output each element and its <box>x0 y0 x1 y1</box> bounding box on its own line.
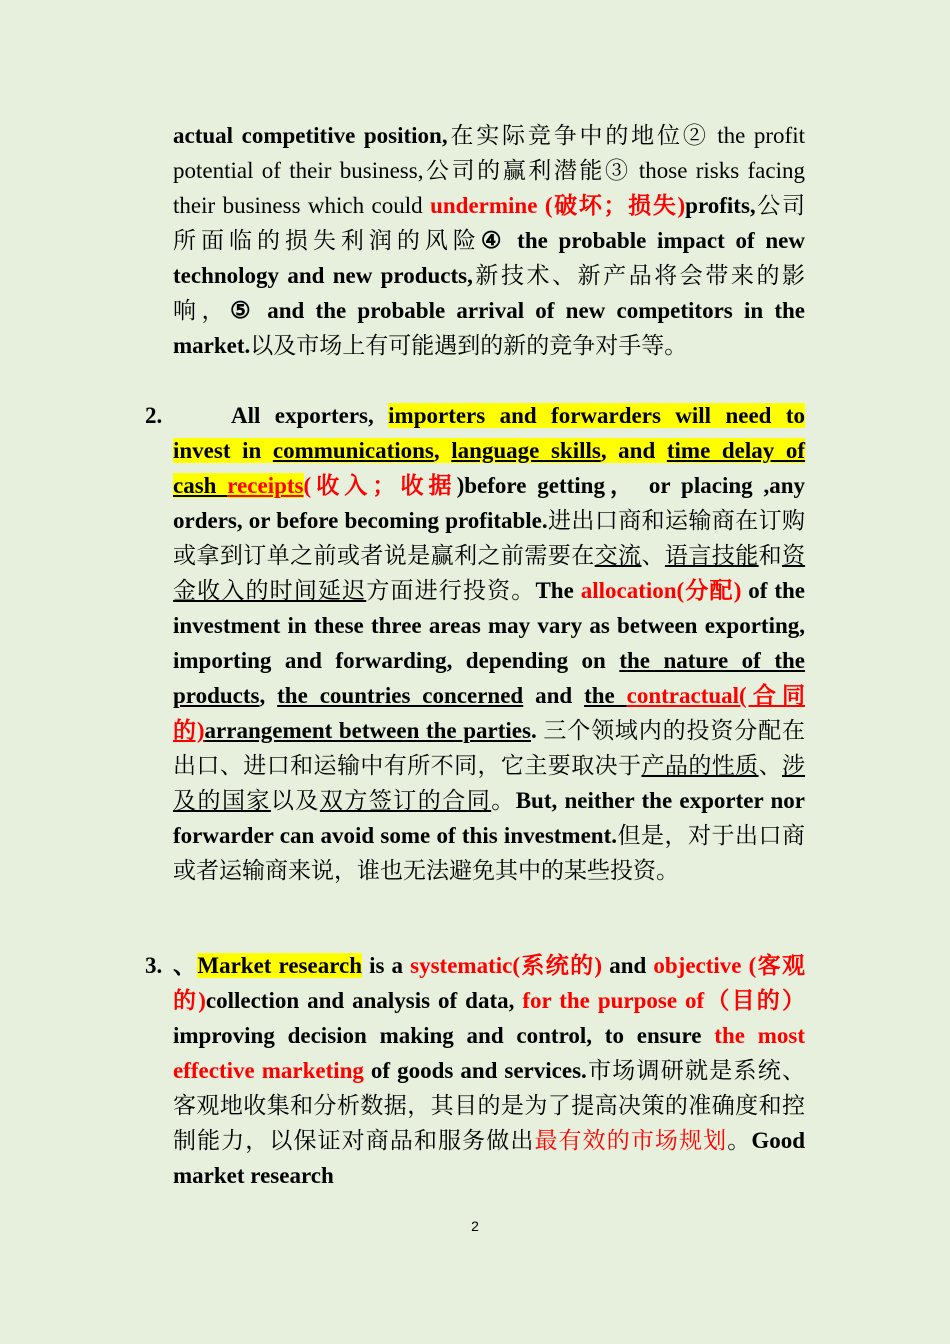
red-term: systematic(系统的) <box>410 953 603 978</box>
underlined-term: the nature of the products <box>173 648 805 708</box>
paragraph-3 <box>173 948 805 1193</box>
item-number-3: 3. <box>145 953 163 978</box>
underlined-term: communications <box>272 438 434 463</box>
red-term: 最有效的市场规划 <box>534 1128 728 1153</box>
item-number-2: 2. <box>145 403 163 428</box>
red-term: for the purpose of（目的） <box>522 988 805 1013</box>
text-run: 公司的赢利潜能③ those risks facing their business which could <box>173 158 805 218</box>
text-run: 、 <box>758 753 783 778</box>
underlined-term: 语言技能 <box>664 543 759 568</box>
text-run: But, neither the exporter nor forwarder can avoid some of this investment. <box>173 788 806 848</box>
underlined-term: 产品的性质 <box>641 753 759 778</box>
text-run: 市场调研就是系统、客观地收集和分析数据，其目的是为了提高决策的准确度和控制能力，以保证对商品和服务做出 <box>173 1058 806 1153</box>
text-run: 三个领域内的投资分配在出口、进口和运输中有所不同，它主要取决于 <box>173 718 805 778</box>
text-run: 公司所面临的损失利润的风险 <box>173 193 806 253</box>
text-run: 在实际竞争中的地位② the profit potential of their business, <box>173 123 805 183</box>
text-run: collection and analysis of data, <box>205 988 523 1013</box>
text-run: improving decision making and control, to ensure <box>173 1023 715 1048</box>
text-run: 、 <box>173 953 198 978</box>
underlined-term: 资金收入的时间延迟 <box>173 543 806 603</box>
text-run: profits, <box>685 193 756 218</box>
underlined-term: arrangement between the parties <box>204 718 531 743</box>
text-run: of the investment in these three areas may vary as between exporting, importing and forwarding, depending on <box>173 578 806 673</box>
text-run: , <box>259 683 278 708</box>
text-run: Good market research <box>173 1128 806 1188</box>
text-run: 。 <box>491 788 516 813</box>
text-run: The <box>535 578 581 603</box>
text-run: 和 <box>758 543 783 568</box>
red-underlined-term: receipts <box>227 473 304 498</box>
text-run: ⑤ and the probable arrival of new competitors in the market. <box>173 298 806 358</box>
highlighted-phrase: Market research <box>197 953 362 978</box>
text-run: and <box>523 683 585 708</box>
red-term: the most effective marketing <box>173 1023 805 1083</box>
text-run: , and <box>600 438 667 463</box>
text-run: 。 <box>727 1128 752 1153</box>
underlined-term: the countries concerned <box>277 683 524 708</box>
text-run: 以及市场上有可能遇到的新的竞争对手等。 <box>250 333 688 358</box>
text-run: importers and forwarders will need to invest in <box>173 403 805 463</box>
text-run: 以及 <box>270 788 320 813</box>
page-number: 2 <box>471 1218 479 1234</box>
underlined-term: language skills <box>451 438 601 463</box>
red-term: (收入；收据 <box>303 473 457 498</box>
text-run: ④ the probable impact of new technology and new products, <box>173 228 806 288</box>
text-run: , <box>433 438 452 463</box>
text-run: )before getting， or placing ,any orders, or before becoming profitable. <box>173 473 805 533</box>
underlined-term: the <box>584 683 627 708</box>
text-run: 进出口商和运输商在订购或拿到订单之前或者说是赢利之前需要在 <box>173 508 805 568</box>
underlined-term: time delay of cash <box>173 438 806 498</box>
text-run: 、 <box>641 543 665 568</box>
underlined-term: 双方签订的合同 <box>319 788 492 813</box>
underlined-term: 交流 <box>594 543 642 568</box>
paragraph-1 <box>173 118 805 363</box>
text-run: All exporters, <box>231 403 389 428</box>
text-run: 新技术、新产品将会带来的影响， <box>173 263 805 323</box>
text-run: 方面进行投资。 <box>366 578 536 603</box>
text-run: . <box>530 718 537 743</box>
red-term: undermine (破坏；损失) <box>430 193 686 218</box>
text-run: of goods and services. <box>363 1058 587 1083</box>
text-run: 但是，对于出口商或者运输商来说，谁也无法避免其中的某些投资。 <box>173 823 805 883</box>
text-run: and <box>602 953 654 978</box>
red-term: allocation(分配) <box>580 578 742 603</box>
underlined-term: 涉及的国家 <box>173 753 806 813</box>
paragraph-2 <box>173 398 805 888</box>
text-run: is a <box>362 953 411 978</box>
red-underlined-term: contractual(合同的) <box>173 683 805 743</box>
text-run: actual competitive position, <box>173 123 448 148</box>
red-term: objective (客观的) <box>173 953 805 1013</box>
